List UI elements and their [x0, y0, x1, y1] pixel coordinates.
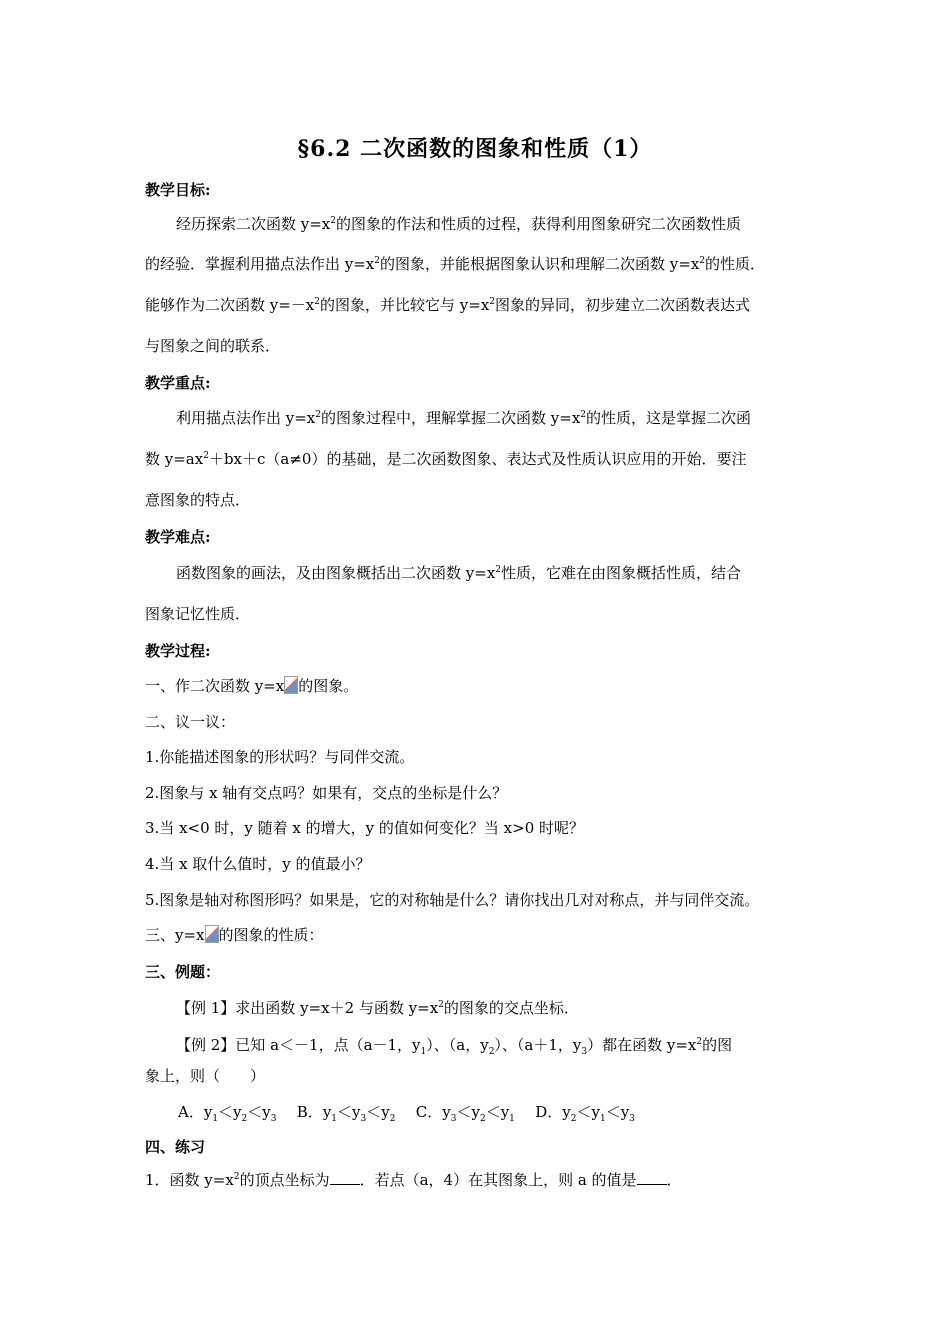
objectives-line-3: 能够作为二次函数 $y=-x^2$的图象，并比较它与 $y=x^2$图象的异同，初步建立二次函数表达式: [145, 296, 751, 314]
question-1: 1.你能描述图象的形状吗？与同伴交流。: [145, 748, 415, 766]
question-3: 3.当 x<0 时，y 随着 x 的增大，y 的值如何变化？当 x>0 时呢？: [145, 819, 585, 837]
option-a: A．$y_1<y_2<y_3$: [178, 1103, 277, 1124]
difficulties-heading: 教学难点:: [145, 528, 211, 546]
key-points-line-1: 利用描点法作出 $y=x^2$的图象过程中，理解掌握二次函数 $y=x^2$的性质，这是掌握二次函: [176, 409, 752, 427]
objectives-heading: 教学目标:: [145, 181, 211, 199]
answer-blank[interactable]: [330, 1170, 360, 1185]
example-1: 【例 1】求出函数 y=x＋2 与函数 $y=x^2$的图象的交点坐标．: [176, 999, 579, 1017]
key-points-heading: 教学重点:: [145, 374, 211, 392]
example-2-line-2: 象上，则（ ）: [145, 1067, 266, 1085]
practice-question-1: 1．函数 $y=x^2$的顶点坐标为 ．若点（a，4）在其图象上，则 a 的值是 ．: [145, 1171, 682, 1189]
answer-blank[interactable]: [637, 1170, 667, 1185]
example-2-line-1: 【例 2】已知 a＜－1，点（a－1，$y_1$）、（a，$y_2$）、（a＋1，$y_3$）都在函数 $y=x^2$的图: [176, 1036, 733, 1057]
process-step-3: 三、y=x 的图象的性质：: [145, 926, 324, 944]
page-title: §6.2 二次函数的图象和性质（1）: [297, 136, 653, 162]
objectives-line-2: 的经验．掌握利用描点法作出 $y=x^2$的图象，并能根据图象认识和理解二次函数 $y=x^2$的性质．: [145, 255, 766, 273]
formula-image-icon: [205, 925, 219, 943]
process-heading: 教学过程:: [145, 642, 211, 660]
example-2-options: [178, 1102, 635, 1122]
objectives-line-1: 经历探索二次函数 $y=x^2$的图象的作法和性质的过程，获得利用图象研究二次函数性质: [176, 215, 742, 233]
question-2: 2.图象与 x 轴有交点吗？如果有，交点的坐标是什么？: [145, 784, 508, 802]
question-5: 5.图象是轴对称图形吗？如果是，它的对称轴是什么？请你找出几对对称点，并与同伴交流。: [145, 891, 760, 909]
difficulties-line-1: 函数图象的画法，及由图象概括出二次函数 $y=x^2$性质，它难在由图象概括性质，结合: [176, 564, 742, 582]
formula-image-icon: [284, 676, 298, 694]
examples-heading: 三、例题：: [145, 963, 221, 981]
option-b: B．$y_1<y_3<y_2$: [296, 1103, 396, 1124]
key-points-line-2: 数 $y=ax^2+bx+c(a\ne 0)$的基础，是二次函数图象、表达式及性质认识应用的开始．要注: [145, 450, 747, 468]
difficulties-line-2: 图象记忆性质．: [145, 605, 251, 623]
practice-heading: 四、练习: [145, 1138, 206, 1156]
option-d: D．$y_2<y_1<y_3$: [535, 1103, 635, 1124]
key-points-line-3: 意图象的特点．: [145, 491, 251, 509]
process-step-1: 一、作二次函数 y=x 的图象。: [145, 677, 359, 695]
question-4: 4.当 x 取什么值时，y 的值最小？: [145, 855, 371, 873]
option-c: C．$y_3<y_2<y_1$: [415, 1103, 515, 1124]
objectives-line-4: 与图象之间的联系．: [145, 337, 281, 355]
process-step-2: 二、议一议：: [145, 713, 236, 731]
